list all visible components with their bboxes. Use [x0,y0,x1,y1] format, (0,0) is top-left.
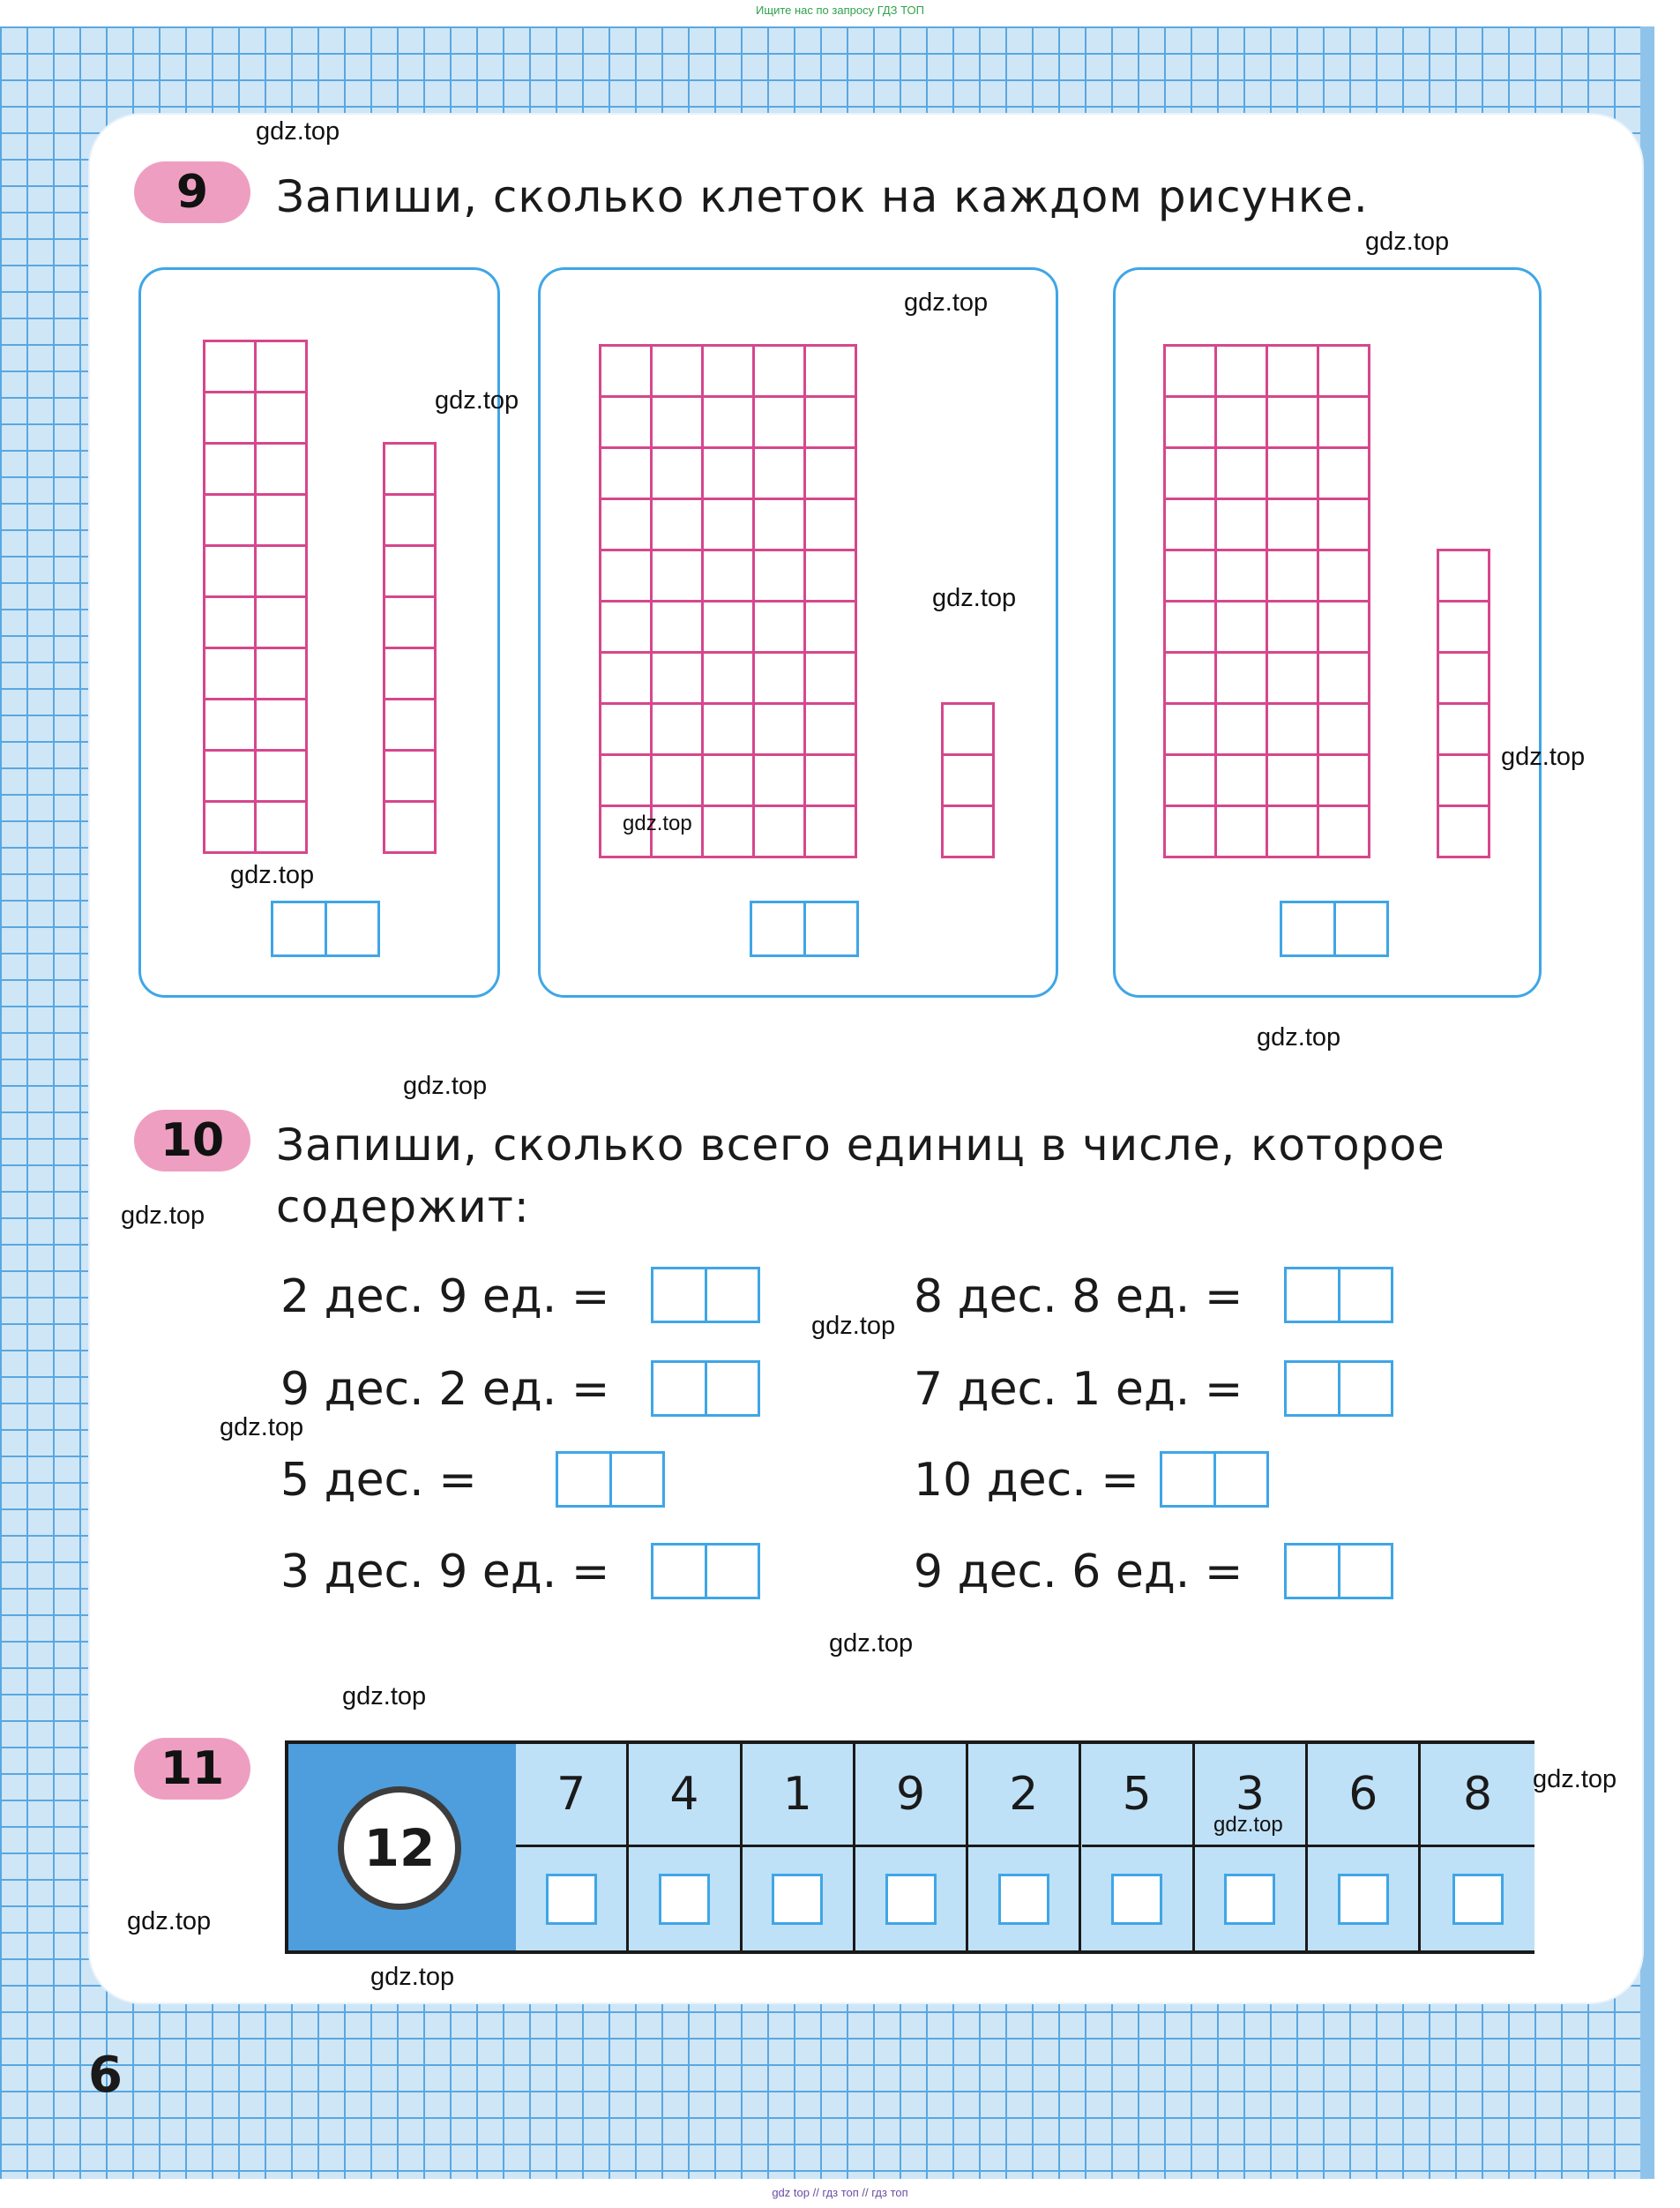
grid-cell [1268,449,1319,500]
task11-answer-box[interactable] [885,1874,937,1925]
watermark: gdz.top [1213,1813,1283,1837]
grid-cell [704,654,755,705]
grid-cell [755,756,806,807]
task11-answer-cell [1082,1847,1195,1950]
grid-cell [1166,449,1217,500]
task11-answer-box[interactable] [1452,1874,1504,1925]
grid-cell [257,393,308,445]
grid-cell [1319,603,1370,654]
grid-cell [601,500,653,551]
grid-cell [806,705,857,756]
task11-center-number: 12 [338,1786,461,1910]
grid-cell [806,551,857,603]
grid-cell [257,342,308,393]
grid-cell [704,449,755,500]
grid-cell [1217,603,1268,654]
grid-cell [257,445,308,496]
grid-cell [257,598,308,649]
grid-cell [601,398,653,449]
grid-cell [1439,705,1490,756]
cell-grid-picture-3-bar-2 [1437,549,1490,858]
grid-cell [944,705,995,756]
grid-cell [601,756,653,807]
grid-cell [1268,500,1319,551]
expression-right-2: 7 дес. 1 ед. = [914,1363,1243,1416]
answer-box-left-2[interactable] [651,1360,760,1417]
watermark: gdz.top [904,288,989,317]
grid-cell [1319,807,1370,858]
grid-cell [704,603,755,654]
grid-cell [1268,807,1319,858]
grid-cell [257,700,308,752]
grid-cell [653,603,704,654]
grid-cell [755,603,806,654]
grid-cell [385,598,437,649]
task11-answer-cell [743,1847,855,1950]
grid-cell [1217,705,1268,756]
grid-cell [653,500,704,551]
task11-number-cell: 3 [1195,1744,1308,1847]
cell-grid-picture-1-bar-2 [383,442,437,854]
cell-grid-picture-2-bar-1 [599,344,857,858]
page-number: 6 [88,2047,123,2104]
grid-cell [755,398,806,449]
grid-cell [257,752,308,803]
task10-text-line2: содержит: [276,1181,530,1232]
grid-cell [1217,449,1268,500]
grid-cell [385,547,437,598]
grid-cell [1268,347,1319,398]
grid-cell [755,449,806,500]
grid-cell [1166,654,1217,705]
header-note: Ищите нас по запросу ГДЗ ТОП [756,4,924,17]
answer-box-right-2[interactable] [1284,1360,1393,1417]
task11-center-cell [288,1744,519,1950]
watermark: gdz.top [1257,1023,1341,1052]
cell-grid-picture-3-bar-1 [1163,344,1370,858]
grid-cell [385,752,437,803]
expression-right-3: 10 дес. = [914,1454,1139,1507]
grid-cell [601,705,653,756]
task11-number-cell: 5 [1082,1744,1195,1847]
task9-number-badge: 9 [134,161,250,223]
grid-cell [205,342,257,393]
expression-right-4: 9 дес. 6 ед. = [914,1546,1243,1598]
watermark: gdz.top [370,1963,455,1991]
task11-answer-cell [629,1847,742,1950]
grid-cell [653,654,704,705]
watermark: gdz.top [829,1629,914,1658]
grid-cell [257,649,308,700]
grid-cell [205,393,257,445]
watermark: gdz.top [342,1682,427,1710]
answer-box-picture-1[interactable] [271,901,380,957]
grid-cell [1319,500,1370,551]
grid-cell [1319,551,1370,603]
expression-left-2: 9 дес. 2 ед. = [280,1363,610,1416]
task11-answer-box[interactable] [998,1874,1049,1925]
grid-cell [1166,756,1217,807]
grid-cell [1439,603,1490,654]
grid-cell [1439,807,1490,858]
grid-cell [806,500,857,551]
task11-answer-box[interactable] [1338,1874,1389,1925]
task11-answer-box[interactable] [546,1874,597,1925]
grid-cell [755,347,806,398]
expression-left-3: 5 дес. = [280,1454,477,1507]
task11-answer-box[interactable] [1224,1874,1275,1925]
grid-cell [205,547,257,598]
grid-cell [1166,807,1217,858]
picture-card-1 [138,267,500,998]
watermark: gdz.top [1365,228,1450,256]
grid-cell [944,807,995,858]
grid-cell [1268,756,1319,807]
grid-cell [1319,398,1370,449]
grid-cell [653,705,704,756]
watermark: gdz.top [623,812,692,835]
task11-number-cell: 4 [629,1744,742,1847]
task11-answer-cell [968,1847,1081,1950]
grid-cell [1166,398,1217,449]
task10-number-badge: 10 [134,1110,250,1171]
grid-cell [653,551,704,603]
grid-cell [385,649,437,700]
watermark: gdz.top [811,1312,896,1340]
grid-cell [1319,756,1370,807]
task11-answer-box[interactable] [772,1874,823,1925]
task11-number-cell: 7 [516,1744,629,1847]
watermark: gdz.top [127,1907,212,1935]
grid-cell [601,654,653,705]
grid-cell [704,347,755,398]
watermark: gdz.top [220,1413,304,1441]
grid-cell [1268,551,1319,603]
grid-cell [704,756,755,807]
grid-cell [257,803,308,854]
task11-number-badge: 11 [134,1738,250,1800]
grid-cell [755,500,806,551]
watermark: gdz.top [1501,743,1586,771]
answer-box-right-3[interactable] [1160,1451,1269,1508]
cell-grid-picture-1-bar-1 [203,340,308,854]
grid-cell [601,449,653,500]
grid-cell [755,705,806,756]
grid-cell [385,700,437,752]
grid-cell [205,803,257,854]
expression-left-4: 3 дес. 9 ед. = [280,1546,610,1598]
grid-cell [1217,756,1268,807]
grid-cell [806,756,857,807]
cell-grid-picture-2-bar-2 [941,702,995,858]
grid-cell [704,551,755,603]
grid-cell [1217,551,1268,603]
grid-cell [1166,347,1217,398]
grid-cell [1319,347,1370,398]
task11-answer-cell [1421,1847,1534,1950]
grid-cell [1268,654,1319,705]
grid-cell [1319,449,1370,500]
grid-cell [257,496,308,547]
grid-cell [755,551,806,603]
task10-text-line1: Запиши, сколько всего единиц в числе, которое [276,1119,1445,1171]
grid-cell [205,445,257,496]
watermark: gdz.top [256,117,340,146]
grid-cell [806,449,857,500]
task11-number-cell: 2 [968,1744,1081,1847]
task11-answer-cell [516,1847,629,1950]
grid-cell [806,654,857,705]
grid-cell [704,398,755,449]
grid-cell [1166,603,1217,654]
grid-cell [385,445,437,496]
grid-cell [653,756,704,807]
grid-cell [257,547,308,598]
answer-box-left-4[interactable] [651,1543,760,1599]
answer-box-left-3[interactable] [556,1451,665,1508]
grid-cell [1439,654,1490,705]
grid-cell [944,756,995,807]
grid-cell [653,347,704,398]
grid-cell [806,398,857,449]
task11-answer-box[interactable] [659,1874,710,1925]
task11-number-cell: 1 [743,1744,855,1847]
grid-cell [385,496,437,547]
grid-cell [601,551,653,603]
grid-cell [1268,603,1319,654]
watermark: gdz.top [435,386,519,415]
watermark: gdz.top [1533,1765,1617,1793]
answer-box-left-1[interactable] [651,1267,760,1323]
expression-right-1: 8 дес. 8 ед. = [914,1270,1243,1323]
task11-answer-cell [1308,1847,1421,1950]
grid-cell [806,347,857,398]
grid-cell [1268,705,1319,756]
task9-text: Запиши, сколько клеток на каждом рисунке. [276,171,1369,222]
grid-cell [385,803,437,854]
grid-cell [1319,654,1370,705]
grid-cell [205,700,257,752]
grid-cell [1268,398,1319,449]
grid-cell [1217,654,1268,705]
grid-cell [653,449,704,500]
grid-cell [1166,551,1217,603]
grid-cell [1217,807,1268,858]
grid-cell [205,649,257,700]
task11-table [285,1740,1534,1954]
grid-cell [704,807,755,858]
watermark: gdz.top [121,1201,205,1230]
grid-cell [1217,398,1268,449]
grid-cell [755,807,806,858]
grid-cell [205,752,257,803]
grid-cell [205,598,257,649]
footer-note: gdz top // гдз топ // гдз топ [772,2186,908,2199]
grid-cell [806,807,857,858]
watermark: gdz.top [230,861,315,889]
answer-box-right-4[interactable] [1284,1543,1393,1599]
grid-cell [704,500,755,551]
watermark: gdz.top [403,1072,488,1100]
grid-cell [1166,705,1217,756]
watermark: gdz.top [932,584,1017,612]
grid-cell [1319,705,1370,756]
grid-cell [1217,500,1268,551]
grid-cell [704,705,755,756]
expression-left-1: 2 дес. 9 ед. = [280,1270,610,1323]
grid-cell [601,603,653,654]
task11-number-cell: 9 [855,1744,968,1847]
grid-cell [1217,347,1268,398]
grid-cell [755,654,806,705]
grid-cell [1439,551,1490,603]
task11-number-cell: 8 [1421,1744,1534,1847]
task11-answer-box[interactable] [1111,1874,1162,1925]
task11-answer-cell [855,1847,968,1950]
answer-box-right-1[interactable] [1284,1267,1393,1323]
grid-cell [1439,756,1490,807]
answer-box-picture-2[interactable] [750,901,859,957]
task11-answer-cell [1195,1847,1308,1950]
grid-cell [601,347,653,398]
answer-box-picture-3[interactable] [1280,901,1389,957]
grid-cell [653,398,704,449]
task11-number-cell: 6 [1308,1744,1421,1847]
grid-cell [806,603,857,654]
grid-cell [1166,500,1217,551]
grid-cell [205,496,257,547]
